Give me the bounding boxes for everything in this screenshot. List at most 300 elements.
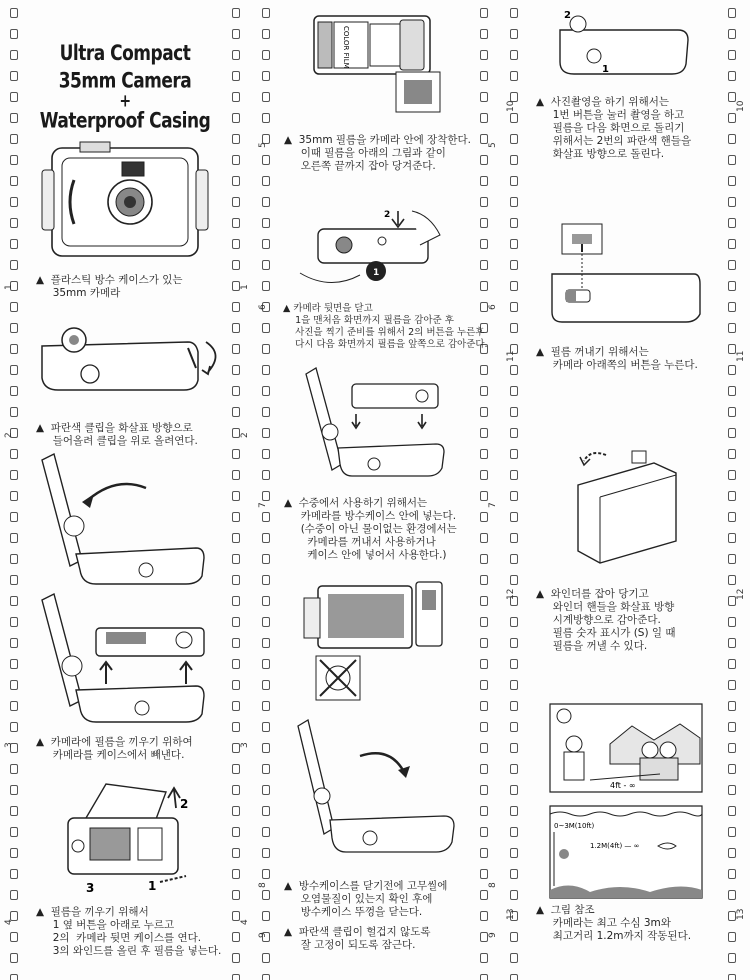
sprocket-hole xyxy=(480,197,488,207)
frame-number: 1 xyxy=(4,284,14,290)
sprocket-hole xyxy=(232,701,240,711)
sprocket-hole xyxy=(10,71,18,81)
sprocket-hole xyxy=(480,281,488,291)
sprocket-hole xyxy=(480,932,488,942)
sprocket-hole xyxy=(728,449,736,459)
sprocket-hole xyxy=(728,407,736,417)
sprocket-hole xyxy=(262,155,270,165)
step-4-caption: ▲ 필름을 끼우기 위해서 1 옆 버튼을 아래로 누르고 2의 카메라 뒷면 케이스를 연다. 3의 와인드를 올린 후 필름을 넣는다. xyxy=(36,906,222,957)
sprocket-hole xyxy=(480,491,488,501)
sprocket-hole xyxy=(728,575,736,585)
page-title xyxy=(30,40,220,135)
sprocket-hole xyxy=(510,491,518,501)
sprocket-hole xyxy=(728,113,736,123)
frame-number: 7 xyxy=(258,502,268,508)
sprocket-hole xyxy=(480,911,488,921)
sprocket-hole xyxy=(728,974,736,980)
sprocket-hole xyxy=(10,113,18,123)
film-strip-col1-right xyxy=(232,0,244,980)
sprocket-hole xyxy=(232,71,240,81)
sprocket-hole xyxy=(510,869,518,879)
sprocket-hole xyxy=(232,428,240,438)
sprocket-hole xyxy=(480,722,488,732)
sprocket-hole xyxy=(728,92,736,102)
sprocket-hole xyxy=(262,848,270,858)
sprocket-hole xyxy=(510,827,518,837)
sprocket-hole xyxy=(510,785,518,795)
sprocket-hole xyxy=(232,533,240,543)
sprocket-hole xyxy=(232,827,240,837)
sprocket-hole xyxy=(480,848,488,858)
color-film-label: COLOR FILM xyxy=(342,26,350,69)
sprocket-hole xyxy=(232,869,240,879)
sprocket-hole xyxy=(510,218,518,228)
sprocket-hole xyxy=(480,8,488,18)
label-handle-2: 2 xyxy=(564,10,571,21)
sprocket-hole xyxy=(728,743,736,753)
sprocket-hole xyxy=(232,449,240,459)
label-num-3: 3 xyxy=(86,881,95,895)
sprocket-hole xyxy=(728,428,736,438)
sprocket-hole xyxy=(510,533,518,543)
sprocket-hole xyxy=(262,92,270,102)
sprocket-hole xyxy=(510,512,518,522)
sprocket-hole xyxy=(728,470,736,480)
sprocket-hole xyxy=(480,470,488,480)
sprocket-hole xyxy=(232,974,240,980)
sprocket-hole xyxy=(10,197,18,207)
figure-underwater-scene xyxy=(550,806,702,898)
sprocket-hole xyxy=(10,848,18,858)
sprocket-hole xyxy=(232,722,240,732)
sprocket-hole xyxy=(728,155,736,165)
figure-camera-in-case xyxy=(40,140,210,265)
sprocket-hole xyxy=(262,176,270,186)
sprocket-hole xyxy=(510,134,518,144)
figure-film-loading xyxy=(56,778,206,900)
step-8-caption: ▲ 방수케이스를 닫기전에 고무씰에 오염물질이 있는지 확인 후에 방수케이스 뚜껑을 닫는다. xyxy=(284,880,448,918)
sprocket-hole xyxy=(510,638,518,648)
sprocket-hole xyxy=(232,617,240,627)
sprocket-hole xyxy=(232,743,240,753)
figure-wind-film xyxy=(300,205,450,295)
sprocket-hole xyxy=(480,218,488,228)
frame-number: 4 xyxy=(240,919,250,925)
sprocket-hole xyxy=(262,638,270,648)
sprocket-hole xyxy=(480,386,488,396)
sprocket-hole xyxy=(232,281,240,291)
frame-number: 5 xyxy=(488,142,498,148)
sprocket-hole xyxy=(232,218,240,228)
sprocket-hole xyxy=(232,155,240,165)
frame-number: 6 xyxy=(488,304,498,310)
label-button-1: 1 xyxy=(602,64,609,75)
sprocket-hole xyxy=(728,491,736,501)
frame-number: 12 xyxy=(736,588,746,600)
frame-number: 6 xyxy=(258,304,268,310)
sprocket-hole xyxy=(262,596,270,606)
sprocket-hole xyxy=(262,764,270,774)
sprocket-hole xyxy=(232,575,240,585)
sprocket-hole xyxy=(510,29,518,39)
sprocket-hole xyxy=(510,449,518,459)
sprocket-hole xyxy=(10,785,18,795)
sprocket-hole xyxy=(728,512,736,522)
sprocket-hole xyxy=(10,659,18,669)
step-13-caption: ▲ 그림 참조 카메라는 최고 수심 3m와 최고거리 1.2m까지 작동된다. xyxy=(536,904,692,942)
frame-number: 10 xyxy=(506,100,516,112)
sprocket-hole xyxy=(728,701,736,711)
frame-number: 3 xyxy=(4,742,14,748)
sprocket-hole xyxy=(510,8,518,18)
sprocket-hole xyxy=(728,911,736,921)
sprocket-hole xyxy=(510,806,518,816)
sprocket-hole xyxy=(480,260,488,270)
sprocket-hole xyxy=(480,365,488,375)
sprocket-hole xyxy=(10,92,18,102)
sprocket-hole xyxy=(480,974,488,980)
sprocket-hole xyxy=(728,659,736,669)
sprocket-hole xyxy=(232,596,240,606)
sprocket-hole xyxy=(10,491,18,501)
sprocket-hole xyxy=(232,302,240,312)
sprocket-hole xyxy=(728,638,736,648)
sprocket-hole xyxy=(262,239,270,249)
sprocket-hole xyxy=(728,827,736,837)
sprocket-hole xyxy=(10,890,18,900)
sprocket-hole xyxy=(232,239,240,249)
frame-number: 13 xyxy=(506,908,516,920)
sprocket-hole xyxy=(510,365,518,375)
frame-number: 4 xyxy=(4,919,14,925)
sprocket-hole xyxy=(262,365,270,375)
sprocket-hole xyxy=(510,701,518,711)
sprocket-hole xyxy=(232,953,240,963)
sprocket-hole xyxy=(728,323,736,333)
frame-number: 8 xyxy=(488,882,498,888)
sprocket-hole xyxy=(510,470,518,480)
sprocket-hole xyxy=(232,470,240,480)
sprocket-hole xyxy=(262,386,270,396)
sprocket-hole xyxy=(10,554,18,564)
sprocket-hole xyxy=(510,617,518,627)
sprocket-hole xyxy=(10,512,18,522)
label-num-1: 1 xyxy=(148,879,157,893)
sprocket-hole xyxy=(232,638,240,648)
sprocket-hole xyxy=(510,953,518,963)
sprocket-hole xyxy=(232,344,240,354)
sprocket-hole xyxy=(10,29,18,39)
sprocket-hole xyxy=(232,386,240,396)
sprocket-hole xyxy=(232,848,240,858)
sprocket-hole xyxy=(262,554,270,564)
sprocket-hole xyxy=(262,785,270,795)
sprocket-hole xyxy=(728,680,736,690)
sprocket-hole xyxy=(728,239,736,249)
sprocket-hole xyxy=(10,806,18,816)
sprocket-hole xyxy=(262,575,270,585)
sprocket-hole xyxy=(510,428,518,438)
sprocket-hole xyxy=(232,932,240,942)
sprocket-hole xyxy=(480,764,488,774)
film-strip-left xyxy=(10,0,22,980)
sprocket-hole xyxy=(728,260,736,270)
title-line-1: Ultra Compact 35mm Camera xyxy=(58,41,192,94)
sprocket-hole xyxy=(728,554,736,564)
sprocket-hole xyxy=(480,428,488,438)
sprocket-hole xyxy=(10,407,18,417)
sprocket-hole xyxy=(510,659,518,669)
sprocket-hole xyxy=(728,848,736,858)
sprocket-hole xyxy=(728,617,736,627)
frame-number: 10 xyxy=(736,100,746,112)
sprocket-hole xyxy=(728,134,736,144)
sprocket-hole xyxy=(232,92,240,102)
depth-range-label: 1.2M(4ft) — ∞ xyxy=(590,842,640,850)
sprocket-hole xyxy=(262,911,270,921)
sprocket-hole xyxy=(510,176,518,186)
sprocket-hole xyxy=(262,470,270,480)
sprocket-hole xyxy=(10,932,18,942)
sprocket-hole xyxy=(10,134,18,144)
sprocket-hole xyxy=(10,533,18,543)
sprocket-hole xyxy=(262,428,270,438)
sprocket-hole xyxy=(262,8,270,18)
sprocket-hole xyxy=(232,680,240,690)
sprocket-hole xyxy=(510,281,518,291)
sprocket-hole xyxy=(510,197,518,207)
sprocket-hole xyxy=(10,155,18,165)
sprocket-hole xyxy=(262,869,270,879)
film-strip-col3-left xyxy=(510,0,522,980)
sprocket-hole xyxy=(480,659,488,669)
sprocket-hole xyxy=(728,932,736,942)
sprocket-hole xyxy=(10,323,18,333)
sprocket-hole xyxy=(262,50,270,60)
sprocket-hole xyxy=(232,134,240,144)
title-plus: + xyxy=(119,91,131,112)
sprocket-hole xyxy=(262,680,270,690)
sprocket-hole xyxy=(728,8,736,18)
frame-number: 9 xyxy=(488,932,498,938)
film-strip-right xyxy=(728,0,740,980)
sprocket-hole xyxy=(262,281,270,291)
sprocket-hole xyxy=(480,890,488,900)
sprocket-hole xyxy=(262,218,270,228)
sprocket-hole xyxy=(480,806,488,816)
sprocket-hole xyxy=(728,197,736,207)
step-7-caption: ▲ 수중에서 사용하기 위해서는 카메라를 방수케이스 안에 넣는다. (수중이 아닌 물이없는 환경에서는 카메라를 꺼내서 사용하거나 케이스 안에 넣어서 사용한다.) xyxy=(284,497,457,561)
sprocket-hole xyxy=(10,239,18,249)
figure-shutter-button xyxy=(550,8,700,78)
sprocket-hole xyxy=(262,512,270,522)
figure-distance-scene xyxy=(550,704,702,792)
sprocket-hole xyxy=(728,722,736,732)
sprocket-hole xyxy=(728,71,736,81)
sprocket-hole xyxy=(232,806,240,816)
sprocket-hole xyxy=(10,176,18,186)
sprocket-hole xyxy=(232,323,240,333)
sprocket-hole xyxy=(510,50,518,60)
sprocket-hole xyxy=(510,764,518,774)
sprocket-hole xyxy=(510,554,518,564)
sprocket-hole xyxy=(232,260,240,270)
sprocket-hole xyxy=(728,953,736,963)
sprocket-hole xyxy=(262,260,270,270)
sprocket-hole xyxy=(480,134,488,144)
sprocket-hole xyxy=(728,344,736,354)
sprocket-hole xyxy=(728,533,736,543)
sprocket-hole xyxy=(480,575,488,585)
sprocket-hole xyxy=(728,806,736,816)
sprocket-hole xyxy=(262,344,270,354)
figure-film-release xyxy=(546,208,706,328)
label-wind-2: 2 xyxy=(384,210,391,220)
figure-case-open xyxy=(36,450,216,590)
step-1-caption: ▲ 플라스틱 방수 케이스가 있는 35mm 카메라 xyxy=(36,274,183,299)
sprocket-hole xyxy=(10,8,18,18)
sprocket-hole xyxy=(510,302,518,312)
title-line-2: Waterproof Casing xyxy=(39,108,211,134)
sprocket-hole xyxy=(10,764,18,774)
sprocket-hole xyxy=(232,491,240,501)
sprocket-hole xyxy=(510,71,518,81)
sprocket-hole xyxy=(510,575,518,585)
step-12-caption: ▲ 와인더를 잡아 당기고 와인더 핸들을 화살표 방향 시계방향으로 감아준다. 필름 숫자 표시가 (S) 일 때 필름을 꺼낼 수 있다. xyxy=(536,588,676,652)
frame-number: 12 xyxy=(506,588,516,600)
sprocket-hole xyxy=(262,323,270,333)
sprocket-hole xyxy=(728,50,736,60)
sprocket-hole xyxy=(262,701,270,711)
depth-label: 0~3M(10ft) xyxy=(554,822,595,830)
sprocket-hole xyxy=(510,974,518,980)
sprocket-hole xyxy=(262,890,270,900)
sprocket-hole xyxy=(262,491,270,501)
sprocket-hole xyxy=(262,743,270,753)
figure-film-installed xyxy=(308,8,448,118)
sprocket-hole xyxy=(728,29,736,39)
sprocket-hole xyxy=(480,407,488,417)
sprocket-hole xyxy=(10,365,18,375)
sprocket-hole xyxy=(480,680,488,690)
sprocket-hole xyxy=(510,113,518,123)
sprocket-hole xyxy=(10,701,18,711)
sprocket-hole xyxy=(262,659,270,669)
frame-number: 11 xyxy=(506,350,516,362)
figure-camera-removed xyxy=(36,590,216,740)
sprocket-hole xyxy=(480,785,488,795)
sprocket-hole xyxy=(10,344,18,354)
sprocket-hole xyxy=(510,890,518,900)
sprocket-hole xyxy=(10,260,18,270)
sprocket-hole xyxy=(480,71,488,81)
frame-number: 13 xyxy=(736,908,746,920)
step-5-caption: ▲ 35mm 필름을 카메라 안에 장착한다. 이때 필름을 아래의 그림과 같이 오른쪽 끝까지 잡아 당겨준다. xyxy=(284,134,471,172)
frame-number: 7 xyxy=(488,502,498,508)
sprocket-hole xyxy=(232,8,240,18)
sprocket-hole xyxy=(480,92,488,102)
step-2-caption: ▲ 파란색 클립을 화살표 방향으로 들어올려 클립을 위로 올려연다. xyxy=(36,422,198,447)
sprocket-hole xyxy=(262,953,270,963)
frame-number: 1 xyxy=(240,284,250,290)
figure-camera-case-back xyxy=(298,578,448,708)
sprocket-hole xyxy=(232,785,240,795)
sprocket-hole xyxy=(232,554,240,564)
step-10-caption: ▲ 사진촬영을 하기 위해서는 1번 버튼을 눌러 촬영을 하고 필름을 다음 화면으로 돌리기 위해서는 2번의 파란색 핸들을 화살표 방향으로 돌린다. xyxy=(536,96,692,160)
sprocket-hole xyxy=(10,218,18,228)
sprocket-hole xyxy=(10,470,18,480)
sprocket-hole xyxy=(232,50,240,60)
figure-case-clip xyxy=(38,318,228,398)
sprocket-hole xyxy=(262,722,270,732)
sprocket-hole xyxy=(262,617,270,627)
sprocket-hole xyxy=(232,911,240,921)
sprocket-hole xyxy=(480,596,488,606)
sprocket-hole xyxy=(510,239,518,249)
sprocket-hole xyxy=(232,197,240,207)
sprocket-hole xyxy=(10,722,18,732)
frame-number: 5 xyxy=(258,142,268,148)
sprocket-hole xyxy=(232,365,240,375)
step-3-caption: ▲ 카메라에 필름을 끼우기 위하여 카메라를 케이스에서 빼낸다. xyxy=(36,736,193,761)
sprocket-hole xyxy=(480,827,488,837)
sprocket-hole xyxy=(10,827,18,837)
sprocket-hole xyxy=(232,659,240,669)
sprocket-hole xyxy=(480,701,488,711)
sprocket-hole xyxy=(480,533,488,543)
label-wind-1: 1 xyxy=(373,268,380,278)
sprocket-hole xyxy=(10,449,18,459)
sprocket-hole xyxy=(10,617,18,627)
sprocket-hole xyxy=(232,764,240,774)
sprocket-hole xyxy=(510,743,518,753)
frame-number: 3 xyxy=(240,742,250,748)
sprocket-hole xyxy=(728,764,736,774)
sprocket-hole xyxy=(232,890,240,900)
sprocket-hole xyxy=(232,176,240,186)
frame-number: 2 xyxy=(240,432,250,438)
sprocket-hole xyxy=(480,239,488,249)
sprocket-hole xyxy=(262,533,270,543)
label-num-2: 2 xyxy=(180,797,189,811)
sprocket-hole xyxy=(232,113,240,123)
sprocket-hole xyxy=(480,512,488,522)
sprocket-hole xyxy=(480,638,488,648)
step-11-caption: ▲ 필름 꺼내기 위해서는 카메라 아래쪽의 버튼을 누른다. xyxy=(536,346,698,371)
sprocket-hole xyxy=(728,176,736,186)
sprocket-hole xyxy=(480,113,488,123)
sprocket-hole xyxy=(232,407,240,417)
sprocket-hole xyxy=(480,953,488,963)
sprocket-hole xyxy=(262,197,270,207)
frame-number: 2 xyxy=(4,432,14,438)
sprocket-hole xyxy=(262,806,270,816)
sprocket-hole xyxy=(10,50,18,60)
sprocket-hole xyxy=(728,869,736,879)
figure-insert-camera xyxy=(302,364,452,484)
sprocket-hole xyxy=(262,827,270,837)
sprocket-hole xyxy=(10,869,18,879)
sprocket-hole xyxy=(262,29,270,39)
figure-rewind xyxy=(560,445,690,570)
sprocket-hole xyxy=(728,302,736,312)
sprocket-hole xyxy=(728,218,736,228)
sprocket-hole xyxy=(480,554,488,564)
sprocket-hole xyxy=(480,617,488,627)
sprocket-hole xyxy=(10,575,18,585)
frame-number: 9 xyxy=(258,932,268,938)
figure-case-close xyxy=(294,716,464,866)
